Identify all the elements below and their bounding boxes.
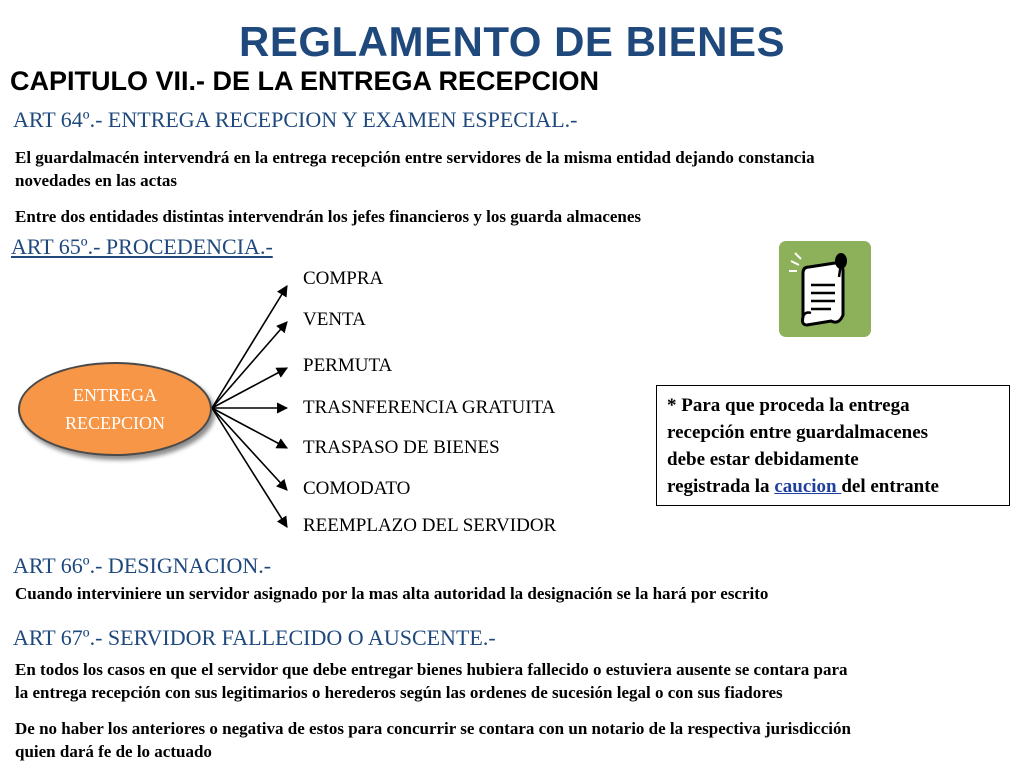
- art67-heading: ART 67º.- SERVIDOR FALLECIDO O AUSCENTE.-: [13, 625, 496, 650]
- ellipse-line2: RECEPCION: [64, 413, 165, 433]
- caucion-note-box: [656, 385, 1010, 506]
- art66-heading: ART 66º.- DESIGNACION.-: [13, 553, 272, 578]
- arrow-traspaso: [212, 408, 287, 448]
- art67-para1-line1: En todos los casos en que el servidor que debe entregar bienes hubiera fallecido o estuviera ausente se contara para: [15, 660, 848, 679]
- note-line3: debe estar debidamente: [667, 449, 859, 470]
- art67-para1-line2: la entrega recepción con sus legitimarios o herederos según las ordenes de sucesión legal o con sus fiadores: [15, 683, 783, 702]
- arrow-compra: [212, 286, 287, 408]
- arrow-reemplazo: [212, 408, 287, 527]
- chapter-subtitle: CAPITULO VII.- DE LA ENTREGA RECEPCION: [10, 66, 600, 96]
- note-line4: [667, 473, 999, 500]
- note-line1: * Para que proceda la entrega: [667, 395, 910, 416]
- entrega-recepcion-ellipse: [18, 362, 212, 456]
- art64-para1-line1: El guardalmacén intervendrá en la entrega recepción entre servidores de la misma entidad dejando constancia: [15, 148, 815, 167]
- procedencia-item-comodato: COMODATO: [303, 478, 411, 499]
- art64-para2: Entre dos entidades distintas intervendrán los jefes financieros y los guarda almacenes: [15, 207, 642, 226]
- procedencia-item-traspaso: TRASPASO DE BIENES: [303, 437, 500, 458]
- caucion-link[interactable]: caucion: [774, 476, 842, 497]
- procedencia-item-compra: COMPRA: [303, 268, 384, 289]
- ellipse-line1: ENTREGA: [73, 385, 157, 405]
- note-line4-suffix: del entrante: [841, 476, 939, 497]
- arrow-venta: [212, 322, 287, 408]
- procedencia-item-transferencia: TRASNFERENCIA GRATUITA: [303, 397, 556, 418]
- art64-para1-line2: novedades en las actas: [15, 171, 177, 190]
- note-line2: recepción entre guardalmacenes: [667, 422, 929, 443]
- procedencia-item-venta: VENTA: [303, 309, 366, 330]
- art67-para2-line1: De no haber los anteriores o negativa de estos para concurrir se contara con un notario de la respectiva jurisdicción: [15, 719, 851, 738]
- procedencia-item-reemplazo: REEMPLAZO DEL SERVIDOR: [303, 515, 557, 536]
- note-line4-prefix: registrada la: [667, 476, 775, 497]
- page-title: REGLAMENTO DE BIENES: [239, 18, 785, 65]
- art65-heading: ART 65º.- PROCEDENCIA.-: [11, 234, 273, 259]
- arrow-permuta: [212, 368, 287, 408]
- scroll-document-icon: [779, 241, 871, 337]
- procedencia-item-permuta: PERMUTA: [303, 355, 393, 376]
- art64-heading: ART 64º.- ENTREGA RECEPCION Y EXAMEN ESPECIAL.-: [13, 107, 578, 132]
- arrow-comodato: [212, 408, 287, 490]
- art66-text: Cuando interviniere un servidor asignado por la mas alta autoridad la designación se la hará por escrito: [15, 584, 769, 603]
- art67-para2-line2: quien dará fe de lo actuado: [15, 742, 212, 761]
